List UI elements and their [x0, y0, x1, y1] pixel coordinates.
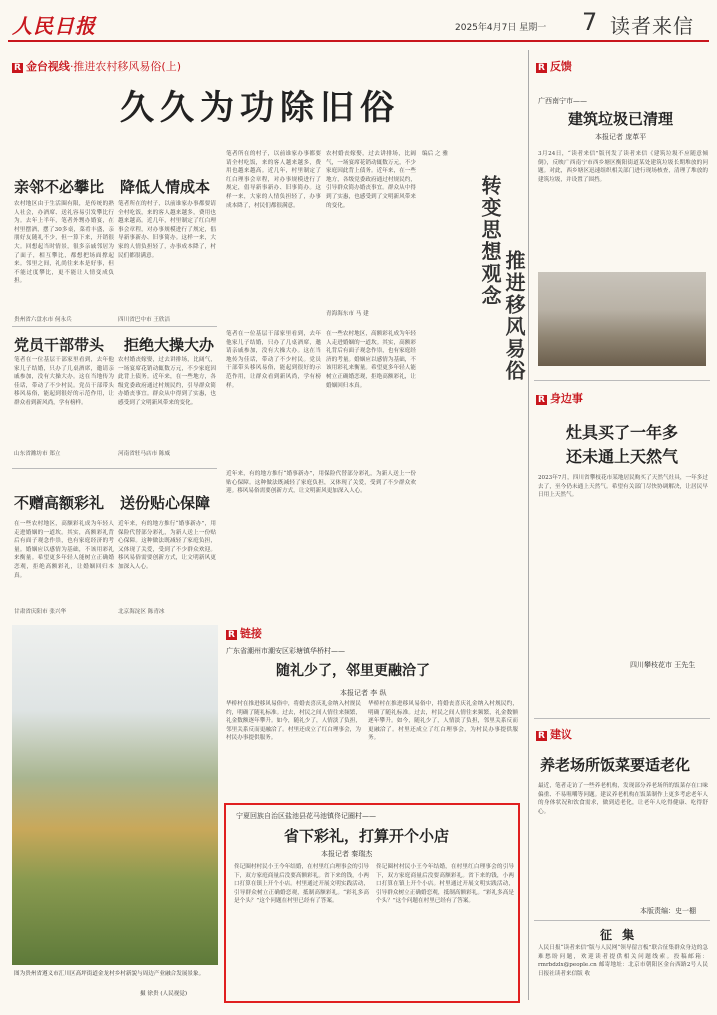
- kicker-sub: ·推进农村移风易俗(上): [69, 60, 182, 73]
- section-title-1: 亲邻不必攀比: [14, 178, 105, 196]
- article-continued: [326, 330, 416, 460]
- link-place: 广东省潮州市潮安区彩塘镇华桥村——: [226, 647, 345, 655]
- suggest-headline: 养老场所饭菜要适老化: [540, 756, 691, 774]
- tale-tag: R: [538, 395, 545, 405]
- section-body-3: 笔者在一位基层干部家里看到，去年他家儿子结婚，只办了几桌酒席，邀请亲戚参加，没有大操大办。这在当地传为佳话，带动了不少村民。党员干部带头移风易俗，能起到很好的示范作用，让群众看到新风尚，学有榜样。: [14, 357, 114, 406]
- photo-caption: 图为贵州省遵义市汇川区高坪街道金龙村乡村新貌与周边产业融合发展景象。: [14, 971, 205, 977]
- construction-photo: [538, 272, 706, 366]
- section-body-5: 在一些农村地区，高额彩礼成为年轻人走进婚姻的一道坎。其实，高额彩礼背后有面子观念作祟，也有家庭经济的考量。婚姻应以感情为基础，不该用彩礼来衡量。希望更多年轻人能树立正确婚恋观，拒绝高额彩礼，让婚姻回归本真。: [14, 521, 114, 579]
- link-body: 华桥村在推进移风易俗中，将婚丧喜庆礼金纳入村规民约，明确了随礼标准。过去，村民之间人情往来频繁，礼金数额逐年攀升。如今，随礼少了，人情淡了负担，邻里关系反而更融洽了。村里还成立了红白理事会，为村民办事提供服务。: [226, 701, 361, 742]
- page-number: 7: [582, 8, 598, 36]
- main-headline: 久久为功除旧俗: [120, 88, 400, 128]
- link-label: 链接: [239, 627, 262, 640]
- article-text: 在一些农村地区，高额彩礼成为年轻人走进婚姻的一道坎。其实，高额彩礼背后有面子观念作祟，也有家庭经济的考量。婚姻应以感情为基础，不该用彩礼来衡量。希望更多年轻人能树立正确婚恋观，拒绝高额彩礼，让婚姻回归本真。: [326, 331, 416, 389]
- section-body-6: 近年来，有的地方推行“婚事新办”，用保险代替部分彩礼，为新人送上一份贴心保障。这种做法既减轻了家庭负担，又体现了关爱，受到了不少群众欢迎。移风易俗需要创新方式，让文明新风更加深入人心。: [118, 521, 216, 570]
- link-body: 华桥村在推进移风易俗中，将婚丧喜庆礼金纳入村规民约，明确了随礼标准。过去，村民之间人情往来频繁，礼金数额逐年攀升。如今，随礼少了，人情淡了负担，邻里关系反而更融洽了。村里还成立了红白理事会，为村民办事提供服务。: [368, 701, 518, 742]
- tale-headline-2: 还未通上天然气: [566, 447, 679, 466]
- kicker-tag: R: [14, 63, 21, 73]
- article-continued: [326, 150, 416, 310]
- section-byline-1: 贵州省六盘水市 何永兵: [14, 317, 72, 323]
- notice-byline: 本报记者 秦瑞杰: [321, 850, 373, 858]
- divider: [12, 468, 217, 469]
- tale-label: 身边事: [549, 392, 583, 405]
- suggest-byline: 本版责编：史一棚: [640, 907, 696, 915]
- vertical-title-2: 推进移风易俗: [502, 250, 526, 382]
- tale-body: 2023年7月，四川省攀枝花市某地居民购买了天然气灶具，一年多过去了，至今仍未通上天然气。希望有关部门尽快协调解决，让居民早日用上天然气。: [538, 475, 708, 499]
- section-body-4: 农村婚丧嫁娶，过去讲排场，比阔气，一场宴席花销动辄数万元，不少家庭因此背上债务。近年来，在一些地方，各级党委政府通过村规民约，引导群众简办婚丧事宜。群众从中得到了实惠，也感受到了文明新风带来的变化。: [118, 357, 216, 406]
- section-byline-4: 河南省驻马店市 陈威: [118, 451, 171, 457]
- section-title-3: 党员干部带头: [14, 336, 105, 354]
- notice-body: 佟记圈村村民小王今年结婚，在村里红白理事会的引导下，双方家庭商量后没要高额彩礼。省下来的钱，小两口打算在镇上开个小店。村里通过开展文明实践活动，引导群众树立正确婚恋观，抵制高额彩礼。“彩礼多高是个头？”这个问题在村里已经有了答案。: [234, 864, 369, 905]
- notice-place: 宁夏回族自治区盐池县花马池镇佟记圈村——: [236, 812, 376, 820]
- notice-body: 佟记圈村村民小王今年结婚，在村里红白理事会的引导下，双方家庭商量后没要高额彩礼。省下来的钱，小两口打算在镇上开个小店。村里通过开展文明实践活动，引导群众树立正确婚恋观，抵制高额彩礼。“彩礼多高是个头？”这个问题在村里已经有了答案。: [376, 864, 514, 905]
- divider: [534, 380, 710, 381]
- divider: [12, 326, 217, 327]
- vertical-title-1: 转变思想观念: [478, 175, 502, 307]
- divider: [534, 718, 710, 719]
- article-text: 笔者所在的村子，以前谁家办事都要请全村吃饭，来的客人越来越多，费用也越来越高。近几年，村里制定了红白理事会章程，对办事规模进行了规定，倡导新事新办、旧事简办。这样一来，大家的人情负担轻了，办事成本降了，村民们都很满意。: [226, 151, 321, 209]
- tale-kicker: [536, 390, 583, 406]
- suggest-tag: R: [538, 731, 545, 741]
- section-title: 读者来信: [610, 14, 694, 38]
- feedback-tag: R: [538, 63, 545, 73]
- link-byline: 本报记者 李 纵: [340, 689, 387, 697]
- section-title-4: 拒绝大操大办: [124, 336, 215, 354]
- main-kicker: [12, 58, 181, 74]
- collect-body: 人民日报“读者来信”版与人民网“领导留言板”联合征集群众身边的急难愁盼问题，欢迎读者提供相关问题线索。投稿邮箱：rmrbdzlx@people.cn 邮寄地址：北京市朝阳区金台西路2号人民日报社读者来信版 收: [538, 945, 708, 977]
- article-continued: [226, 150, 321, 310]
- section-byline-2: 四川省巴中市 王欣洁: [118, 317, 171, 323]
- kicker-text: 金台视线: [25, 60, 70, 73]
- link-headline: 随礼少了，邻里更融洽了: [276, 663, 430, 679]
- column-divider: [528, 50, 529, 1000]
- section-body-1: 农村地区由于生活圈有限，是传统的熟人社会，办酒席、送礼容易引发攀比行为。去年上半年，笔者外甥办婚宴，在村里摆酒，摆了30多桌，菜肴丰盛，亲朋好友随礼不少，但一算下来，开销很大。回想起当时情景，很多亲戚邻居为了面子，相互攀比，都想把场面撑起来。邻里之间，礼尚往来本是好事，但不能过度攀比，更不能让人情变成负担。: [14, 201, 114, 285]
- tale-headline-1: 灶具买了一年多: [566, 423, 679, 442]
- section-title-2: 降低人情成本: [120, 178, 211, 196]
- section-byline-6: 北京海淀区 陈青冰: [118, 609, 165, 615]
- tale-byline: 四川攀枝花市 王先生: [630, 661, 696, 669]
- editor-note-sign: 之 雅: [434, 151, 448, 157]
- section-byline-3: 山东省潍坊市 郑立: [14, 451, 61, 457]
- article-continued: [226, 470, 416, 600]
- section-byline-5: 甘肃省庆阳市 张兴华: [14, 609, 67, 615]
- suggest-kicker: [536, 726, 572, 742]
- feedback-kicker: [536, 58, 572, 74]
- feedback-headline: 建筑垃圾已清理: [568, 110, 674, 128]
- issue-date: 2025年4月7日 星期一: [455, 23, 547, 33]
- highlight-article: [224, 803, 520, 1003]
- suggest-label: 建议: [549, 728, 572, 741]
- feedback-byline: 本报记者 庞革平: [595, 133, 647, 141]
- article-text: 笔者在一位基层干部家里看到，去年他家儿子结婚，只办了几桌酒席，邀请亲戚参加，没有大操大办。这在当地传为佳话，带动了不少村民。党员干部带头移风易俗，能起到很好的示范作用，让群众看到新风尚，学有榜样。: [226, 331, 321, 389]
- article-continued: [226, 330, 321, 460]
- mid-byline: 青海海东市 马 建: [326, 311, 369, 317]
- newspaper-logo: 人民日报: [12, 14, 96, 38]
- section-title-5: 不赠高额彩礼: [14, 494, 105, 512]
- article-text: 近年来，有的地方推行“婚事新办”，用保险代替部分彩礼，为新人送上一份贴心保障。这种做法既减轻了家庭负担，又体现了关爱，受到了不少群众欢迎。移风易俗需要创新方式，让文明新风更加深入人心。: [226, 471, 416, 495]
- suggest-body: 最近，笔者走访了一些养老机构，发现部分养老场所的饭菜存在口味偏重、不易咀嚼等问题。建议养老机构在饭菜制作上更多考虑老年人的身体状况和饮食需求，做到适老化，让老年人吃得健康、吃得舒心。: [538, 783, 708, 815]
- section-body-2: 笔者所在的村子，以前谁家办事都要请全村吃饭，来的客人越来越多，费用也越来越高。近几年，村里制定了红白理事会章程，对办事规模进行了规定，倡导新事新办、旧事简办。这样一来，大家的人情负担轻了，办事成本降了，村民们都很满意。: [118, 201, 216, 259]
- link-kicker: [226, 625, 262, 641]
- link-tag: R: [228, 630, 235, 640]
- editor-note-body: [422, 150, 474, 610]
- photo-credit: 摄 徐贵 (人民视觉): [140, 991, 188, 997]
- feedback-label: 反馈: [549, 60, 572, 73]
- editor-note-label: 编后: [422, 151, 434, 157]
- section-title-6: 送份贴心保障: [120, 494, 211, 512]
- masthead-rule: [8, 40, 709, 42]
- notice-headline: 省下彩礼，打算开个小店: [284, 827, 450, 845]
- village-photo: [12, 625, 218, 965]
- article-text: 农村婚丧嫁娶，过去讲排场，比阔气，一场宴席花销动辄数万元，不少家庭因此背上债务。近年来，在一些地方，各级党委政府通过村规民约，引导群众简办婚丧事宜。群众从中得到了实惠，也感受到了文明新风带来的变化。: [326, 151, 416, 209]
- divider: [534, 920, 710, 921]
- feedback-body: 3月24日，“读者来信”版刊发了读者来信《建筑垃圾不应随意倾倒》，反映广西南宁市西乡塘区衡阳街道某处建筑垃圾长期堆放的问题。对此，西乡塘区迅速组织相关部门进行现场核查，清理了堆放的建筑垃圾，并设置了围挡。: [538, 151, 708, 183]
- feedback-place: 广西南宁市——: [538, 97, 587, 105]
- collect-title: 征 集: [600, 928, 638, 942]
